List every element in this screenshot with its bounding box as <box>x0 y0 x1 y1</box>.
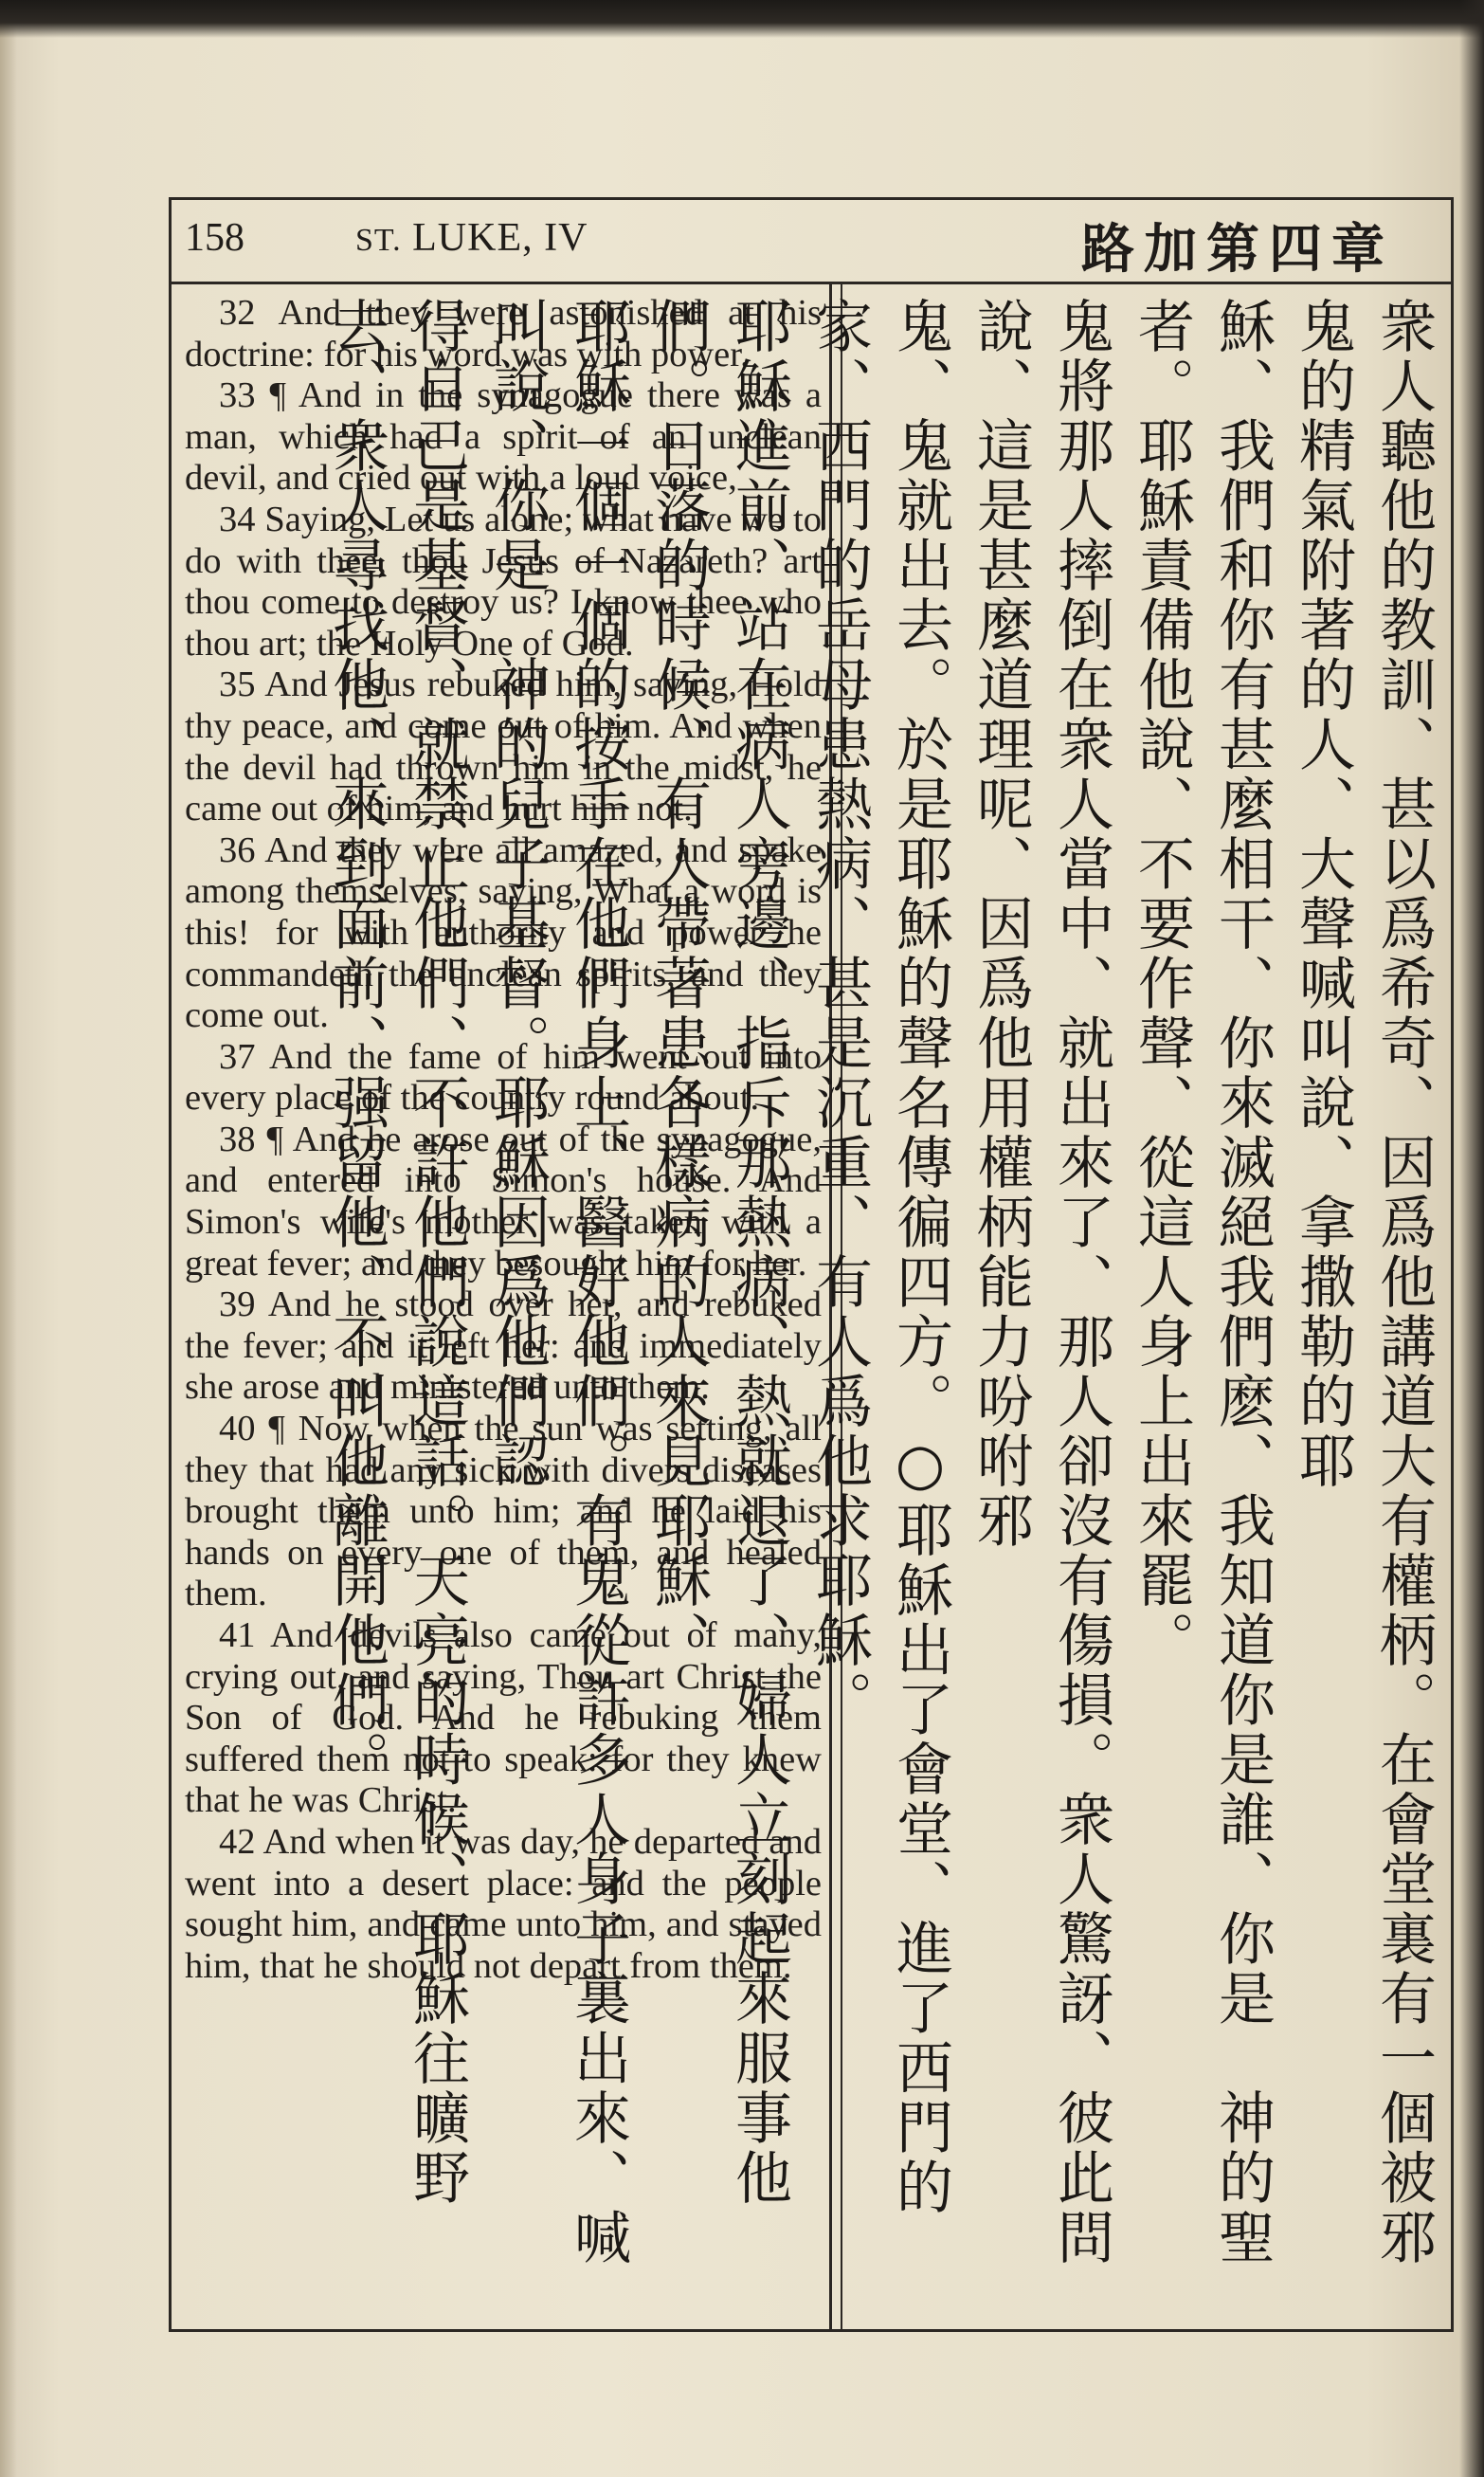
chinese-line-3: 鬼將那人摔倒在衆人當中、就出來了、那人卻沒有傷損。衆人驚訝、彼此問說、這是甚麼道理呢、因爲他用權柄能力吩咐邪 <box>968 297 1114 2268</box>
chinese-line-4: 鬼、鬼就出去。於是耶穌的聲名傳徧四方。○耶穌出了會堂、進了西門的家、西門的岳母患熱病、甚是沉重、有人爲他求耶穌。 <box>806 297 953 2217</box>
verse-40: 40 ¶ Now when the sun was setting, all they that had any sick with divers diseases brought them unto him; and he laid his hands on every one of them, and healed them. <box>185 1409 822 1614</box>
verse-37: 37 And the fame of him went out into every place of the country round about. <box>185 1036 822 1119</box>
chinese-line-7: 得自己是基督、就禁止他們、不許他們說這話。天亮的時候、耶穌往曠野去、衆人尋找他、來到面前、强留他、不叫他離開他們。 <box>323 297 470 2208</box>
chinese-line-1: 衆人聽他的教訓、甚以爲希奇、因爲他講道大有權柄。在會堂裏有一個被邪鬼的精氣附著的人、大聲喊叫說、拿撒勒的耶 <box>1290 297 1437 2268</box>
verse-41: 41 And devils also came out of many, crying out, and saying, Thou art Christ the Son of God. And he rebuking them suffered them not to speak: for they knew that he was Christ. <box>185 1615 822 1821</box>
chinese-line-5: 耶穌進前、站在病人旁邊、指斥那熱病、熱就退了、婦人立刻起來服事他們。日落的時候、有人帶著患各樣病的人來見耶穌、 <box>645 297 792 2208</box>
text-frame <box>169 197 1454 2332</box>
running-title-prefix: ST. <box>355 223 402 258</box>
verse-33: 33 ¶ And in the synagogue there was a man, which had a spirit of an unclean devil, and cried out with a loud voice, <box>185 375 822 499</box>
page-gutter-shadow <box>0 0 17 2477</box>
verse-36: 36 And they were all amazed, and spake among themselves, saying, What a word is this! for with authority and power he commandeth the unclean spirits, and they come out. <box>185 829 822 1036</box>
running-title <box>355 215 588 261</box>
verse-34: 34 Saying, Let us alone; what have we to do with thee, thou Jesus of Nazareth? art thou come to destroy us? I know thee who thou art; the Holy One of God. <box>185 499 822 664</box>
book-top-shadow <box>0 0 1484 38</box>
chinese-line-6: 耶穌一個一個的按手在他們身上、醫好他們。有鬼從許多人身子裏出來、喊叫說、你是 神的兒子基督。耶穌因爲他們認 <box>484 297 631 2268</box>
page-header <box>172 200 1451 284</box>
chinese-running-title: 路加第四章 <box>1081 219 1394 281</box>
verse-39: 39 And he stood over her, and rebuked the fever; and it left her: and immediately she arose and ministered unto them. <box>185 1284 822 1408</box>
verse-35: 35 And Jesus rebuked him, saying, Hold thy peace, and come out of him. And when the devil had thrown him in the midst, he came out of him, and hurt him not. <box>185 665 822 829</box>
page-number: 158 <box>185 216 244 260</box>
chinese-line-2: 穌、我們和你有甚麼相干、你來滅絕我們麽、我知道你是誰、你是 神的聖者。耶穌責備他說、不要作聲、從這人身上出來罷。 <box>1129 297 1276 2268</box>
verse-38: 38 ¶ And he arose out of the synagogue, and entered into Simon's house. And Simon's wife's mother was taken with a great fever; and they besought him for her. <box>185 1119 822 1284</box>
verse-32: 32 And they were astonished at his doctrine: for his word was with power. <box>185 293 822 374</box>
book-edge-shadow <box>1459 0 1484 2477</box>
verse-42: 42 And when it was day, he departed and went into a desert place: and the people sought him, and came unto him, and stayed him, that he should not depart from them. <box>185 1821 822 1986</box>
running-title-book: LUKE, IV <box>401 216 588 260</box>
